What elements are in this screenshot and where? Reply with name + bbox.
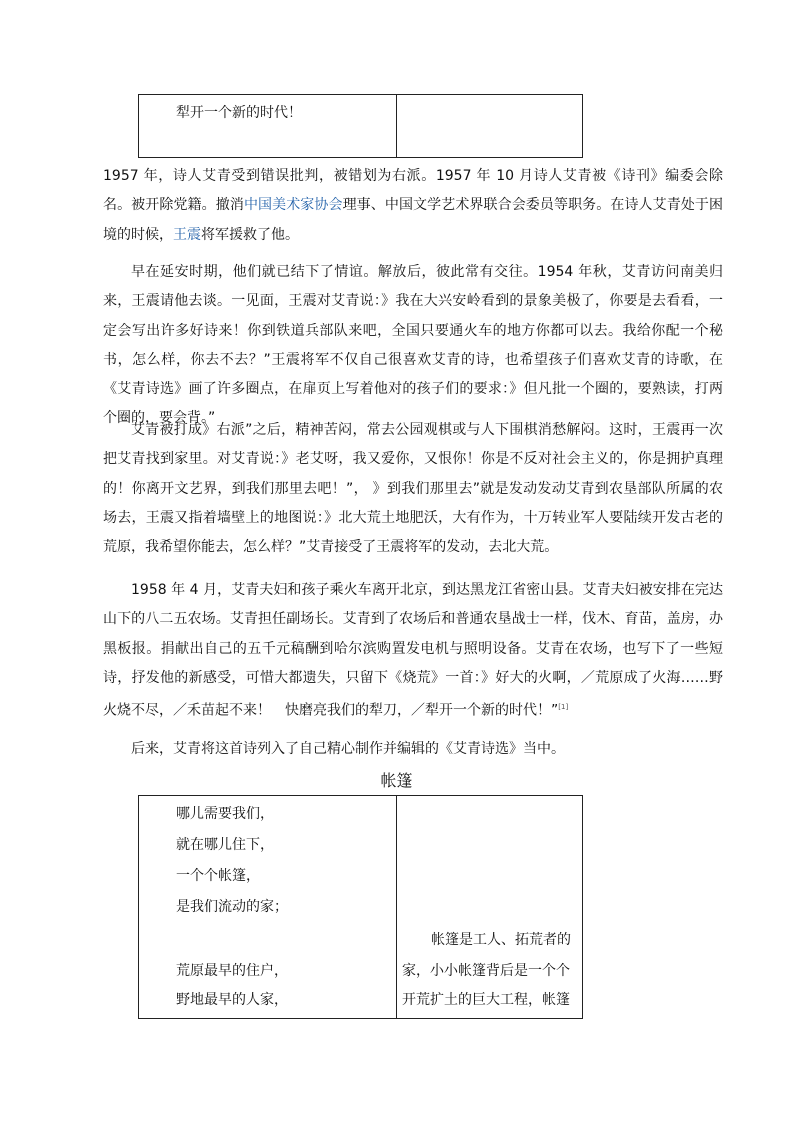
paragraph-3 (103, 416, 723, 562)
poem-title: 帐篷 (380, 771, 413, 790)
poem-line: 犁开一个新的时代！ (176, 105, 302, 121)
paragraph-1 (103, 162, 723, 250)
commentary-line: 家，小小帐篷背后是一个个 (402, 963, 570, 979)
poem-line: 野地最早的人家， (176, 992, 288, 1008)
top-poem-table (138, 94, 583, 158)
paragraph-text: 艾青被打成》右派”之后，精神苦闷，常去公园观棋或与人下围棋消愁解闷。这时，王震再一次把艾青找到家里。对艾青说：》老艾呀，我又爱你，又恨你！你是不反对社会主义的，你是拥护真理的！你离开文艺界，到我们那里去吧！”， 》到我们那里去”就是发动发动艾青到农垦部队所属的农场去，王震又指着墙壁上的地图说：》北大荒土地肥沃，大有作为，十万转业军人要陆续开发古老的荒原，我希望你能去，怎么样？”艾青接受了王震将军的发动，去北大荒。 (103, 422, 723, 556)
poem-line: 就在哪儿住下， (176, 837, 274, 853)
paragraph-text: 理事、中国文学艺术界联合会委员等职务。在诗人艾青处于困境的时候， (103, 197, 724, 243)
bottom-poem-table (138, 795, 583, 1019)
poem-line: 哪儿需要我们， (176, 806, 274, 822)
poem-line: 一个个帐篷， (176, 868, 260, 884)
table-divider (396, 796, 397, 1018)
link-china-artists-association[interactable]: 中国美术家协会 (243, 197, 343, 214)
link-wang-zhen[interactable]: 王震 (173, 226, 201, 243)
footnote-reference[interactable]: [1] (558, 703, 569, 712)
poem-line: 是我们流动的家； (176, 899, 288, 915)
paragraph-text: 将军援救了他。 (201, 226, 299, 243)
paragraph-2 (103, 258, 723, 434)
paragraph-5 (103, 735, 723, 764)
paragraph-text: 早在延安时期，他们就已结下了情谊。解放后，彼此常有交往。1954 年秋，艾青访问南美归来，王震请他去谈。一见面，王震对艾青说：》我在大兴安岭看到的景象美极了，你要是去看看，一定会写出许多好诗来！你到铁道兵部队来吧，全国只要通火车的地方你都可以去。我给你配一个秘书，怎么样，你去不去？”王震将军不仅自己很喜欢艾青的诗，也希望孩子们喜欢艾青的诗歌，在《艾青诗选》画了许多圈点，在扉页上写着他对的孩子们的要求：》但凡批一个圈的，要熟读，打两个圈的，要会背。” (103, 264, 723, 427)
paragraph-text: 后来，艾青将这首诗列入了自己精心制作并编辑的《艾青诗选》当中。 (131, 741, 565, 757)
paragraph-text: 1958 年 4 月，艾青夫妇和孩子乘火车离开北京，到达黑龙江省密山县。艾青夫妇被安排在完达山下的八二五农场。艾青担任副场长。艾青到了农场后和普通农垦战士一样，伐木、育苗，盖房，办黑板报。捐献出自己的五千元稿酬到哈尔滨购置发电机与照明设备。艾青在农场，也写下了一些短诗，抒发他的新感受，可惜大都遗失，只留下《烧荒》一首：》好大的火啊，／荒原成了火海……野火烧不尽，／禾苗起不来！ 快磨亮我们的犁刀，／犁开一个新的时代！” (103, 582, 723, 719)
commentary-line: 开荒扩土的巨大工程，帐篷 (402, 992, 570, 1008)
paragraph-4 (103, 576, 723, 726)
paragraph-text: 1957 年，诗人艾青受到错误批判，被错划为右派。1957 年 10 月诗人艾青被《诗刊》编委会除名。被开除党籍。撤消 (103, 168, 723, 214)
table-divider (396, 95, 397, 157)
commentary-line: 帐篷是工人、拓荒者的 (431, 932, 571, 948)
poem-line: 荒原最早的住户， (176, 963, 288, 979)
